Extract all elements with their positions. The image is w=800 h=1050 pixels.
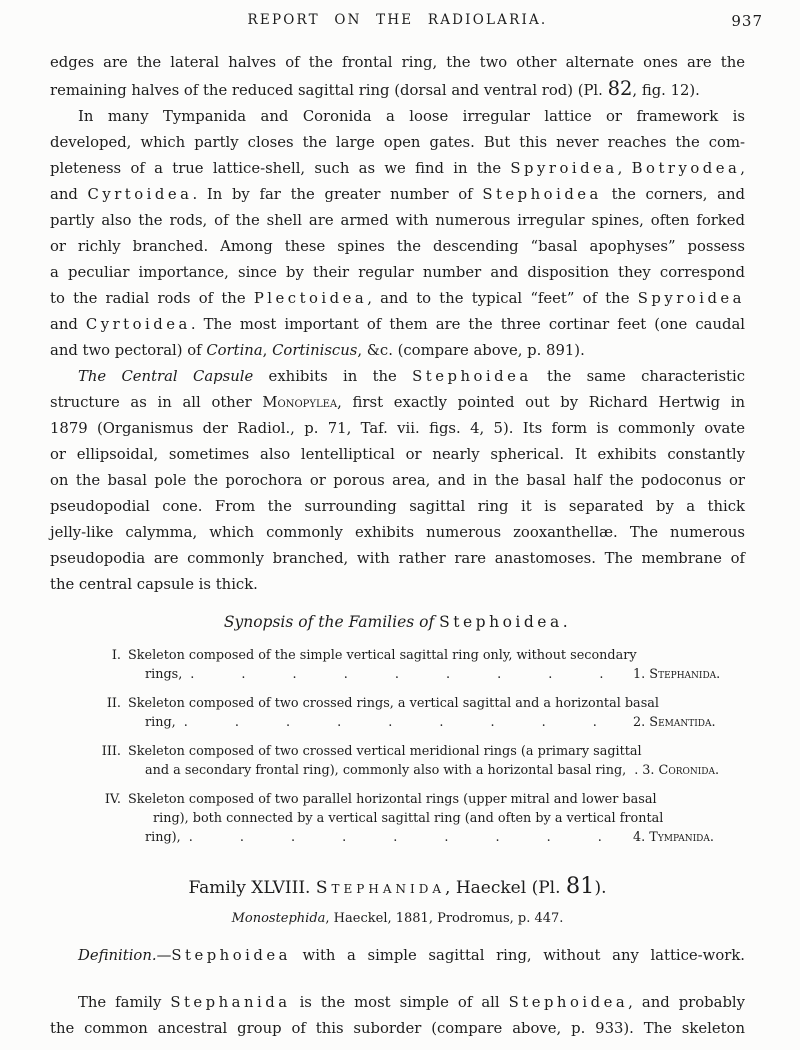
text-line: [50, 873, 745, 901]
text-line: [50, 520, 745, 546]
text-run: jelly-like calymma, which commonly exhibits numerous zooxanthellæ. The numerous: [50, 524, 745, 541]
dot-leaders: .: [634, 763, 639, 778]
paragraph-continued: [50, 50, 745, 104]
text-run: , and to the typical “feet” of the: [367, 290, 638, 307]
text-run: . The most important of them are the three cortinar feet (one caudal: [190, 316, 746, 333]
item-numeral: III.: [101, 744, 121, 759]
page-number: 937: [731, 12, 763, 30]
text-run: on the basal pole the porochora or porous area, and in the basal half the podoconus or: [50, 472, 745, 489]
item-label: [633, 665, 745, 684]
dot-leaders: . . . . . . . . .: [183, 715, 597, 730]
paragraph-lattice: [50, 104, 745, 364]
text-run: and: [50, 316, 86, 333]
text-run: is the most simple of all: [290, 994, 509, 1011]
text-run: pleteness of a true lattice-shell, such as we find in the: [50, 160, 511, 177]
text-run: and two pectoral) of: [50, 342, 207, 359]
text-run: Stephoidea: [508, 994, 629, 1011]
text-run: edges are the lateral halves of the frontal ring, the two other alternate ones are the: [50, 54, 745, 71]
synopsis-item-first-line: [50, 742, 745, 761]
synopsis-item-3: [50, 742, 745, 780]
item-numeral: IV.: [104, 792, 121, 807]
synopsis-item-last-line: [145, 713, 745, 732]
text-run: , &c. (compare above, p. 891).: [357, 342, 585, 359]
text-run: 82: [607, 77, 633, 100]
item-text-continued: ring,: [145, 715, 176, 730]
running-title: REPORT ON THE RADIOLARIA.: [247, 12, 548, 28]
text-run: pseudopodia are commonly branched, with rather rare anastomoses. The membrane of: [50, 550, 745, 567]
item-label: [633, 828, 745, 847]
text-run: Stephanida: [170, 994, 291, 1011]
text-run: partly also the rods, of the shell are armed with numerous irregular spines, often forked: [50, 212, 745, 229]
text-run: to the radial rods of the: [50, 290, 254, 307]
text-line: [50, 468, 745, 494]
text-run: . In by far the greater number of: [192, 186, 483, 203]
text-run: Stephoidea: [482, 186, 602, 203]
text-run: 81: [565, 873, 595, 899]
text-run: the same characteristic: [531, 368, 746, 385]
synopsis-item-1: [50, 646, 745, 684]
text-run: or ellipsoidal, sometimes also lentelliptical or nearly spherical. It exhibits constantly: [50, 446, 745, 463]
text-line: [50, 182, 745, 208]
text-run: Family XLVIII.: [188, 878, 316, 898]
item-text-continued: rings,: [145, 667, 183, 682]
text-run: Stephanida: [315, 878, 446, 898]
label-number: 3.: [642, 763, 655, 778]
text-line: [50, 610, 745, 634]
text-run: Cortiniscus: [272, 342, 358, 359]
text-run: ).: [594, 878, 607, 898]
synopsis-item-middle-line: ring), both connected by a vertical sagittal ring (and often by a vertical frontal: [153, 811, 664, 826]
text-run: Stephoidea: [171, 947, 291, 964]
text-run: Cyrtoidea: [85, 316, 191, 333]
label-name: Stephanida.: [649, 667, 721, 682]
text-line: [50, 990, 745, 1016]
text-run: —: [156, 947, 172, 964]
text-line: [50, 156, 745, 182]
text-run: , fig. 12).: [632, 82, 700, 99]
text-run: Stephoidea.: [439, 613, 572, 631]
synopsis-item-first-line: [50, 646, 745, 665]
text-run: or richly branched. Among these spines the descending “basal apophyses” possess: [50, 238, 745, 255]
text-line: [50, 104, 745, 130]
text-line: [50, 943, 745, 969]
text-run: Synopsis of the Families of: [223, 613, 440, 631]
text-run: ,: [617, 160, 632, 177]
item-numeral: I.: [111, 648, 121, 663]
label-name: Coronida.: [658, 763, 720, 778]
text-line: [50, 442, 745, 468]
text-run: developed, which partly closes the large open gates. But this never reaches the com-: [50, 134, 745, 151]
item-text: Skeleton composed of two parallel horizontal rings (upper mitral and lower basal: [128, 792, 657, 807]
text-run: ,: [740, 160, 745, 177]
label-number: 2.: [633, 715, 646, 730]
text-line: [50, 909, 745, 928]
synopsis-item-last-line: [145, 665, 745, 684]
text-run: a peculiar importance, since by their regular number and disposition they correspond: [50, 264, 745, 281]
text-line: [50, 208, 745, 234]
text-run: pseudopodial cone. From the surrounding sagittal ring it is separated by a thick: [50, 498, 745, 515]
text-line: [50, 364, 745, 390]
text-line: [50, 416, 745, 442]
synopsis-item-2: [50, 694, 745, 732]
text-line: [50, 76, 745, 104]
label-name: Semantida.: [649, 715, 716, 730]
text-line: [50, 494, 745, 520]
text-line: [50, 286, 745, 312]
label-name: Tympanida.: [649, 830, 714, 845]
text-line: [50, 572, 745, 598]
item-label: [633, 713, 745, 732]
synopsis-heading: [50, 610, 745, 634]
synopsis-table: [50, 646, 745, 847]
text-run: structure as in all other: [50, 394, 263, 411]
text-run: , first exactly pointed out by Richard Hertwig in: [337, 394, 745, 411]
text-run: and: [50, 186, 88, 203]
text-line: [50, 338, 745, 364]
citation-line: [50, 909, 745, 928]
text-run: Monopylea: [262, 394, 338, 411]
text-run: , Haeckel, 1881, Prodromus, p. 447.: [325, 911, 564, 926]
paragraph-central-capsule: [50, 364, 745, 598]
item-text-continued: ring),: [145, 830, 181, 845]
item-numeral: II.: [106, 696, 121, 711]
text-run: In many Tympanida and Coronida a loose irregular lattice or framework is: [78, 108, 745, 125]
text-line: [50, 234, 745, 260]
text-run: Monostephida: [231, 911, 326, 926]
text-run: Cyrtoidea: [87, 186, 193, 203]
item-label: [642, 761, 754, 780]
item-text-continued: and a secondary frontal ring), commonly also with a horizontal basal ring,: [145, 763, 627, 778]
text-run: Stephoidea: [412, 368, 532, 385]
text-line: [50, 260, 745, 286]
synopsis-item-last-line: [145, 828, 745, 847]
paragraph-family-intro: [50, 990, 745, 1042]
synopsis-item-4: [50, 790, 745, 847]
text-run: The Central Capsule: [78, 368, 254, 385]
text-line: [50, 312, 745, 338]
text-run: the corners, and: [601, 186, 746, 203]
text-run: Spyroidea: [510, 160, 618, 177]
item-text: Skeleton composed of two crossed vertical meridional rings (a primary sagittal: [128, 744, 642, 759]
text-line: [50, 130, 745, 156]
text-run: The family: [78, 994, 171, 1011]
text-line: [50, 546, 745, 572]
page-header: [50, 10, 763, 34]
definition-paragraph: [50, 943, 745, 969]
text-run: , and probably: [628, 994, 746, 1011]
text-run: , Haeckel (Pl.: [445, 878, 566, 898]
text-run: ,: [262, 342, 273, 359]
label-number: 1.: [633, 667, 646, 682]
text-line: [50, 1016, 745, 1042]
label-number: 4.: [633, 830, 646, 845]
text-line: [50, 390, 745, 416]
dot-leaders: . . . . . . . . .: [190, 667, 604, 682]
family-heading: [50, 873, 745, 901]
text-run: with a simple sagittal ring, without any lattice-work.: [290, 947, 745, 964]
text-run: Definition.: [78, 947, 157, 964]
text-run: the central capsule is thick.: [50, 576, 258, 593]
text-run: 1879 (Organismus der Radiol., p. 71, Taf. vii. figs. 4, 5). Its form is commonly ovate: [50, 420, 745, 437]
text-run: Spyroidea: [637, 290, 745, 307]
text-run: exhibits in the: [253, 368, 413, 385]
item-text: Skeleton composed of the simple vertical sagittal ring only, without secondary: [128, 648, 637, 663]
text-run: remaining halves of the reduced sagittal ring (dorsal and ventral rod) (Pl.: [50, 82, 608, 99]
dot-leaders: . . . . . . . . .: [188, 830, 602, 845]
synopsis-item-last-line: [145, 761, 745, 780]
synopsis-item-first-line: [50, 790, 745, 809]
text-line: [50, 50, 745, 76]
text-run: Plectoidea: [253, 290, 368, 307]
text-run: the common ancestral group of this suborder (compare above, p. 933). The skeleton: [50, 1020, 745, 1037]
text-run: Botryodea: [631, 160, 741, 177]
text-run: Cortina: [206, 342, 263, 359]
item-text: Skeleton composed of two crossed rings, a vertical sagittal and a horizontal basal: [128, 696, 659, 711]
synopsis-item-first-line: [50, 694, 745, 713]
